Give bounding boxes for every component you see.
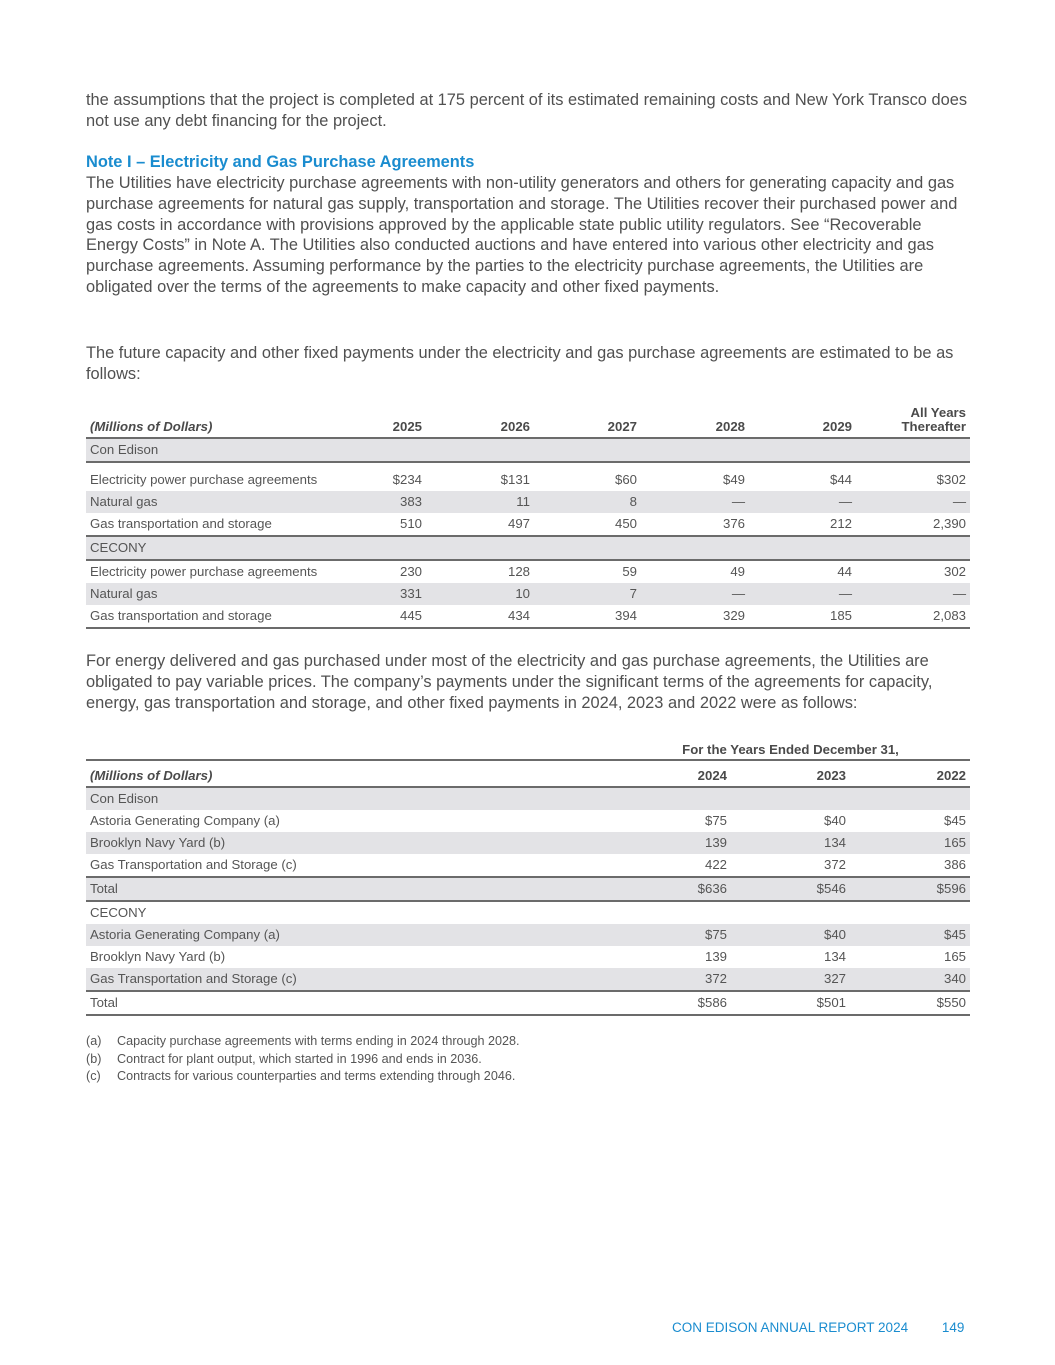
section-label: Con Edison [86, 787, 611, 810]
column-header: 2025 [376, 406, 426, 438]
column-header: 2026 [426, 406, 534, 438]
cell-value: — [749, 491, 856, 513]
table-row [86, 968, 970, 991]
section-row-con-edison [86, 438, 970, 462]
row-label: Gas Transportation and Storage (c) [86, 968, 611, 991]
cell-value: 2,083 [856, 605, 970, 628]
report-title: CON EDISON ANNUAL REPORT 2024 [672, 1320, 909, 1335]
column-header: 2028 [641, 406, 749, 438]
section-row-cecony [86, 536, 970, 560]
table-row [86, 560, 970, 583]
cell-value: — [641, 491, 749, 513]
total-value: $586 [611, 991, 731, 1015]
cell-value: 134 [823, 949, 846, 964]
cell-value: 372 [611, 968, 731, 991]
table-row [86, 832, 970, 854]
cell-value: 59 [534, 560, 641, 583]
cell-value: — [856, 583, 970, 605]
cell-value: 230 [376, 560, 426, 583]
column-header: 2023 [731, 760, 850, 787]
energy-payments-paragraph: For energy delivered and gas purchased under most of the electricity and gas purchase agreements, the Utilities are obligated to pay variable prices. The company’s payments under the significant terms of the agreements for capacity, energy, gas transportation and storage, and other fixed payments in 2024, 2023 and 2022 were as follows: [86, 652, 933, 712]
table-row [86, 491, 970, 513]
footnote [86, 1051, 520, 1069]
footnote-text: Contract for plant output, which started in 1996 and ends in 2036. [117, 1051, 482, 1066]
header-line: All Years [910, 405, 966, 420]
cell-value: 165 [943, 949, 966, 964]
cell-value: $234 [392, 472, 422, 487]
future-payments-paragraph: The future capacity and other fixed payments under the electricity and gas purchase agreements are estimated to be as follows: [86, 344, 954, 383]
super-header: For the Years Ended December 31, [611, 735, 970, 760]
table-row [86, 583, 970, 605]
section-row-con-edison [86, 787, 970, 810]
total-value: $636 [611, 877, 731, 901]
section-label: Con Edison [86, 438, 376, 462]
cell-value: 8 [534, 491, 641, 513]
header-line: Thereafter [901, 419, 966, 434]
table-row [86, 605, 970, 628]
cell-value: 165 [850, 832, 970, 854]
row-label: Astoria Generating Company (a) [86, 924, 611, 946]
cell-value: 134 [731, 832, 850, 854]
row-label: Gas Transportation and Storage (c) [90, 857, 297, 872]
row-label: Natural gas [86, 583, 376, 605]
column-header: 2029 [749, 406, 856, 438]
future-payments-table [86, 406, 970, 629]
table-row [86, 469, 970, 491]
row-label: Brooklyn Navy Yard (b) [86, 832, 611, 854]
footnotes [86, 1033, 520, 1086]
table-header-row [86, 406, 970, 438]
column-header: 2027 [534, 406, 641, 438]
cell-value: 445 [376, 605, 426, 628]
total-value: $546 [731, 877, 850, 901]
row-label: Gas transportation and storage [86, 605, 376, 628]
cell-value: 212 [829, 516, 852, 531]
cell-value: — [856, 491, 970, 513]
note-paragraph: The Utilities have electricity purchase agreements with non-utility generators and others for generating capacity and gas purchase agreements for natural gas supply, transportation and storage. The Utilities recover their purchased power and gas costs in accordance with provisions approved by the applicable state public utility regulators. See “Recoverable Energy Costs” in Note A. The Utilities also conducted auctions and have entered into various other electricity and gas purchase agreements. Assuming performance by the parties to the electricity purchase agreements, the Utilities are obligated over the terms of the agreements to make capacity and other fixed payments. [86, 174, 958, 296]
cell-value: 422 [704, 857, 727, 872]
column-header: 2022 [850, 760, 970, 787]
cell-value: 2,390 [932, 516, 966, 531]
cell-value: $75 [704, 813, 727, 828]
row-gap [86, 462, 970, 469]
section-label: CECONY [90, 905, 147, 920]
section-row-cecony [86, 901, 970, 924]
footnote [86, 1033, 520, 1051]
table-row [86, 946, 970, 968]
cell-value: — [641, 583, 749, 605]
footnote-text: Capacity purchase agreements with terms ending in 2024 through 2028. [117, 1034, 520, 1048]
cell-value: $75 [611, 924, 731, 946]
footnote-mark: (b) [86, 1051, 102, 1066]
cell-value: 340 [850, 968, 970, 991]
row-label: Total [86, 991, 611, 1015]
cell-value: 329 [641, 605, 749, 628]
cell-value: 11 [426, 491, 534, 513]
page-number: 149 [941, 1320, 965, 1335]
table-row [86, 924, 970, 946]
total-row [86, 991, 970, 1015]
unit-label: (Millions of Dollars) [86, 760, 611, 787]
cell-value: 497 [507, 516, 530, 531]
cell-value: 49 [641, 560, 749, 583]
cell-value: $40 [731, 924, 850, 946]
cell-value: 372 [823, 857, 846, 872]
cell-value: 434 [426, 605, 534, 628]
column-header: 2024 [611, 760, 731, 787]
row-label: Brooklyn Navy Yard (b) [90, 949, 226, 964]
cell-value: 386 [943, 857, 966, 872]
cell-value: 383 [376, 491, 426, 513]
cell-value: 331 [376, 583, 426, 605]
total-row [86, 877, 970, 901]
total-value: $596 [850, 877, 970, 901]
cell-value: 302 [856, 560, 970, 583]
table-row [86, 513, 970, 536]
page-footer [672, 1320, 964, 1335]
row-label: Natural gas [86, 491, 376, 513]
row-label: Total [86, 877, 611, 901]
footnote-mark: (a) [86, 1034, 102, 1048]
table-row [86, 810, 970, 832]
cell-value: — [749, 583, 856, 605]
table-header-row [86, 760, 970, 787]
cell-value: 128 [426, 560, 534, 583]
unit-label: (Millions of Dollars) [86, 406, 376, 438]
cell-value: $45 [943, 813, 966, 828]
cell-value: 510 [399, 516, 422, 531]
cell-value: 450 [614, 516, 637, 531]
footnote [86, 1068, 520, 1086]
super-header-row [86, 735, 970, 760]
cell-value: $131 [500, 472, 530, 487]
total-value: $501 [731, 991, 850, 1015]
cell-value: $44 [829, 472, 852, 487]
cell-value: 139 [704, 949, 727, 964]
cell-value: 139 [611, 832, 731, 854]
cell-value: 376 [722, 516, 745, 531]
cell-value: $49 [722, 472, 745, 487]
cell-value: 185 [749, 605, 856, 628]
cell-value: 7 [534, 583, 641, 605]
cell-value: 44 [749, 560, 856, 583]
row-label: Gas transportation and storage [90, 516, 272, 531]
row-label: Electricity power purchase agreements [86, 560, 376, 583]
footnote-text: Contracts for various counterparties and terms extending through 2046. [117, 1069, 516, 1083]
note-heading: Note I – Electricity and Gas Purchase Agreements [86, 153, 475, 171]
row-label: Astoria Generating Company (a) [90, 813, 280, 828]
column-header-thereafter [856, 406, 970, 438]
section-label: CECONY [86, 536, 376, 560]
cell-value: $60 [614, 472, 637, 487]
cell-value: $302 [936, 472, 966, 487]
cell-value: 10 [426, 583, 534, 605]
footnote-mark: (c) [86, 1069, 101, 1083]
historical-payments-table [86, 735, 970, 1016]
total-value: $550 [850, 991, 970, 1015]
intro-paragraph: the assumptions that the project is completed at 175 percent of its estimated remaining costs and New York Transco does not use any debt financing for the project. [86, 91, 968, 130]
cell-value: $45 [850, 924, 970, 946]
table-row [86, 854, 970, 877]
cell-value: 327 [731, 968, 850, 991]
row-label: Electricity power purchase agreements [90, 472, 318, 487]
cell-value: $40 [823, 813, 846, 828]
cell-value: 394 [534, 605, 641, 628]
